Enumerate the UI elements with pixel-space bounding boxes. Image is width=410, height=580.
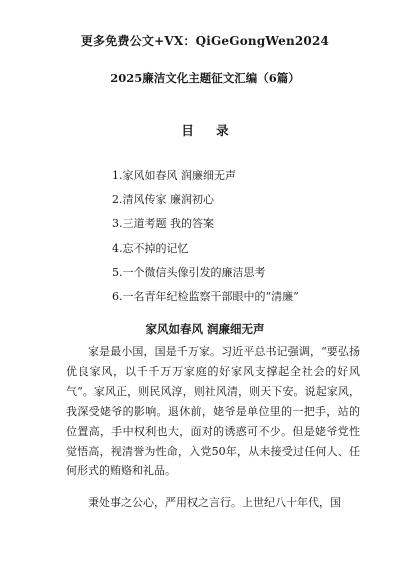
toc-item-5: 5.一个微信头像引发的廉洁思考	[112, 265, 266, 279]
body-paragraph-1: 家是最小国，国是千万家。习近平总书记强调，“要弘扬优良家风，以千千万万家庭的好家风支撑起全社会的好风气”。家风正，则民风淳，则社风清，则天下安。说起家风，我深受姥爷的影响。退休前，姥爷是单位里的一把手，站的位置高，手中权利也大，面对的诱惑可不少。但是姥爷党性觉悟高，视清誉为性命，入党50年，从未接受过任何人、任何形式的贿赂和礼品。	[66, 345, 360, 478]
toc-item-2: 2.清风传家 廉润初心	[112, 193, 214, 207]
toc-heading: 目 录	[181, 123, 238, 138]
section-heading: 家风如春风 润廉细无声	[145, 322, 265, 336]
promo-line: 更多免费公文+VX：QiGeGongWen2024	[80, 34, 330, 48]
toc-item-6: 6.一名青年纪检监察干部眼中的“清廉”	[112, 289, 299, 303]
body-paragraph-2: 秉处事之公心，严用权之言行。上世纪八十年代，国	[88, 496, 341, 509]
table-of-contents	[112, 169, 392, 314]
toc-item-1: 1.家风如春风 润廉细无声	[112, 169, 236, 182]
toc-item-4: 4.忘不掉的记忆	[112, 241, 189, 255]
toc-item-3: 3.三道考题 我的答案	[112, 217, 214, 231]
document-title: 2025廉洁文化主题征文汇编（6篇）	[110, 71, 300, 85]
